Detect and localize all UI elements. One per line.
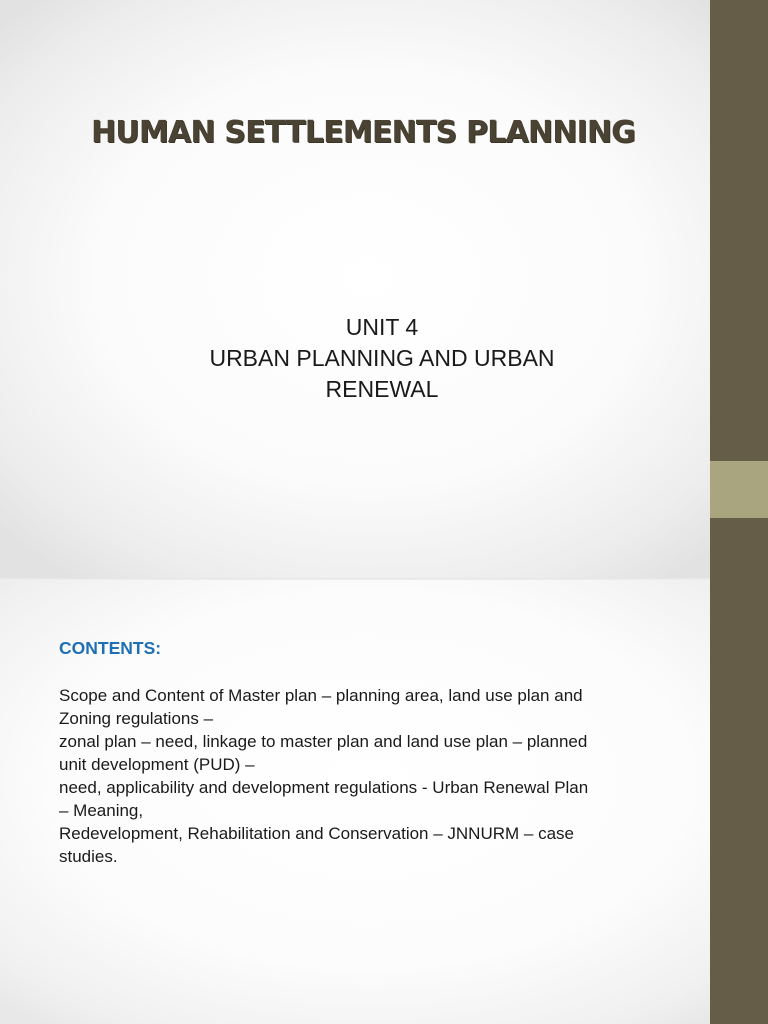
unit-title-line-2: RENEWAL	[325, 376, 439, 402]
contents-line: Scope and Content of Master plan – planning area, land use plan and	[59, 686, 583, 705]
main-title: HUMAN SETTLEMENTS PLANNING	[90, 115, 635, 150]
sidebar-accent-block	[710, 461, 768, 518]
contents-line: need, applicability and development regulations - Urban Renewal Plan	[59, 778, 589, 797]
contents-line: Redevelopment, Rehabilitation and Conservation – JNNURM – case	[59, 824, 574, 843]
contents-line: zonal plan – need, linkage to master plan and land use plan – planned	[59, 732, 588, 751]
unit-number: UNIT 4	[345, 314, 419, 340]
contents-line: Zoning regulations –	[59, 709, 214, 728]
unit-subtitle	[0, 312, 710, 405]
contents-line: studies.	[59, 847, 118, 866]
contents-line: unit development (PUD) –	[59, 755, 255, 774]
contents-line: – Meaning,	[59, 801, 144, 820]
contents-body	[59, 684, 679, 868]
contents-heading: CONTENTS:	[59, 638, 162, 658]
unit-title-line-1: URBAN PLANNING AND URBAN	[209, 345, 555, 371]
